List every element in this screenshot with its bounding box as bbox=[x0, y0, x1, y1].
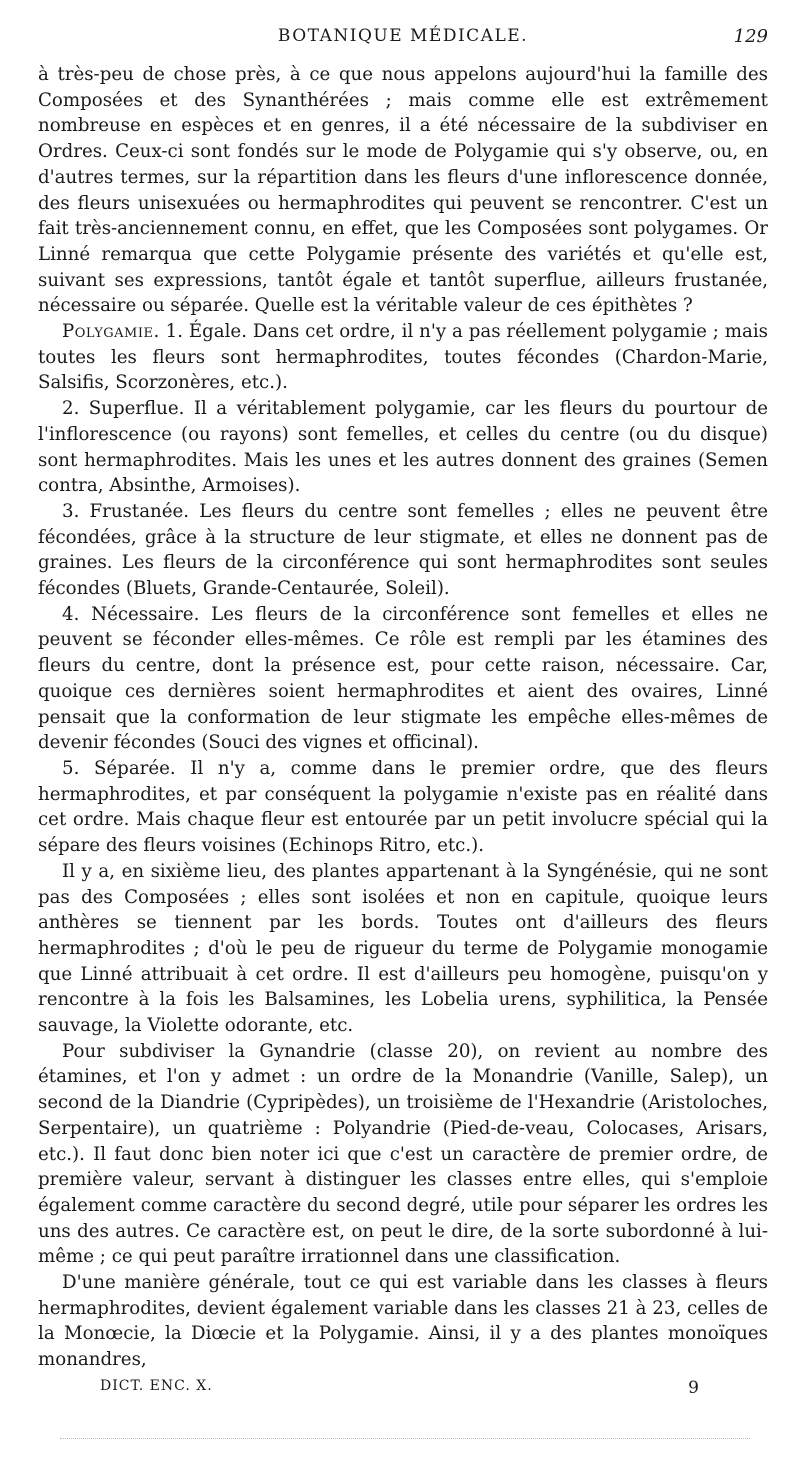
paragraph-general: D'une manière générale, tout ce qui est variable dans les classes à fleurs hermaphrodites, devient également variable dans les classes 21 à 23, celles de la Monœcie, la Diœcie et la Polygamie. Ainsi, il y a des plantes monoïques monandres, bbox=[38, 1272, 768, 1371]
paragraph-text: 1. Égale. Dans cet ordre, il n'y a pas réellement polygamie ; mais toutes les fleurs sont hermaphrodites, toutes fécondes (Chardon-Marie, Salsifis, Scorzonères, etc.). bbox=[38, 321, 768, 394]
paragraph-necessaire: 4. Nécessaire. Les fleurs de la circonférence sont femelles et elles ne peuvent se féconder elles-mêmes. Ce rôle est rempli par les étamines des fleurs du centre, dont la présence est, pour cette raison, nécessaire. Car, quoique ces dernières soient hermaphrodites et aient des ovaires, Linné pensait que la conformation de leur stigmate les empêche elles-mêmes de devenir fécondes (Souci des vignes et officinal). bbox=[38, 603, 768, 754]
paragraph-continuation: à très-peu de chose près, à ce que nous appelons aujourd'hui la famille des Composées et des Synanthérées ; mais comme elle est extrêmement nombreuse en espèces et en genres, il a été nécessaire de la subdiviser en Ordres. Ceux-ci sont fondés sur le mode de Polygamie qui s'y observe, ou, en d'autres termes, sur la répartition dans les fleurs d'une inflorescence donnée, des fleurs unisexuées ou hermaphrodites qui peuvent se rencontrer. C'est un fait très-anciennement connu, en effet, que les Composées sont polygames. Or Linné remarqua que cette Polygamie présente des variétés et qu'elle est, suivant ses expressions, tantôt égale et tantôt superflue, ailleurs frustanée, nécessaire ou séparée. Quelle est la véritable valeur de ces épithètes ? bbox=[38, 64, 768, 317]
paragraph-frustanee: 3. Frustanée. Les fleurs du centre sont femelles ; elles ne peuvent être fécondées, grâce à la structure de leur stigmate, et elles ne donnent pas de graines. Les fleurs de la circonférence qui sont hermaphrodites sont seules fécondes (Bluets, Grande-Centaurée, Soleil). bbox=[38, 500, 768, 600]
paragraph-gynandrie: Pour subdiviser la Gynandrie (classe 20), on revient au nombre des étamines, et l'on y admet : un ordre de la Monandrie (Vanille, Salep), un second de la Diandrie (Cypripèdes), un troisième de l'Hexandrie (Aristoloches, Serpentaire), un quatrième : Polyandrie (Pied-de-veau, Colocases, Arisars, etc.). Il faut donc bien noter ici que c'est un caractère de premier ordre, de première valeur, servant à distinguer les classes entre elles, qui s'emploie également comme caractère du second degré, utile pour séparer les ordres les uns des autres. Ce caractère est, on peut le dire, de la sorte subordonné à lui-même ; ce qui peut paraître irrationnel dans une classification. bbox=[38, 1040, 768, 1268]
body-text bbox=[38, 62, 768, 1373]
paragraph-superflue: 2. Superflue. Il a véritablement polygamie, car les fleurs du pourtour de l'inflorescence (ou rayons) sont femelles, et celles du centre (ou du disque) sont hermaphrodites. Mais les unes et les autres donnent des graines (Semen contra, Absinthe, Armoises). bbox=[38, 398, 768, 497]
section-lead: Polygamie. bbox=[62, 321, 160, 343]
running-header bbox=[38, 26, 768, 56]
running-title: BOTANIQUE MÉDICALE. bbox=[277, 26, 529, 46]
sheet-number: 9 bbox=[688, 1378, 700, 1398]
signature-mark: DICT. ENC. X. bbox=[100, 1378, 213, 1394]
page-number: 129 bbox=[733, 26, 768, 47]
paragraph-polygamie-egale bbox=[38, 319, 768, 396]
bottom-rule bbox=[60, 1438, 750, 1439]
page-footer bbox=[100, 1378, 700, 1402]
paragraph-separee: 5. Séparée. Il n'y a, comme dans le premier ordre, que des fleurs hermaphrodites, et par conséquent la polygamie n'existe pas en réalité dans cet ordre. Mais chaque fleur est entourée par un petit involucre spécial qui la sépare des fleurs voisines (Echinops Ritro, etc.). bbox=[38, 757, 768, 857]
paragraph-syngenesie: Il y a, en sixième lieu, des plantes appartenant à la Syngénésie, qui ne sont pas des Composées ; elles sont isolées et non en capitule, quoique leurs anthères se tiennent par les bords. Toutes ont d'ailleurs des fleurs hermaphrodites ; d'où le peu de rigueur du terme de Polygamie monogamie que Linné attribuait à cet ordre. Il est d'ailleurs peu homogène, puisqu'on y rencontre à la fois les Balsamines, les Lobelia urens, syphilitica, la Pensée sauvage, la Violette odorante, etc. bbox=[38, 860, 768, 1037]
